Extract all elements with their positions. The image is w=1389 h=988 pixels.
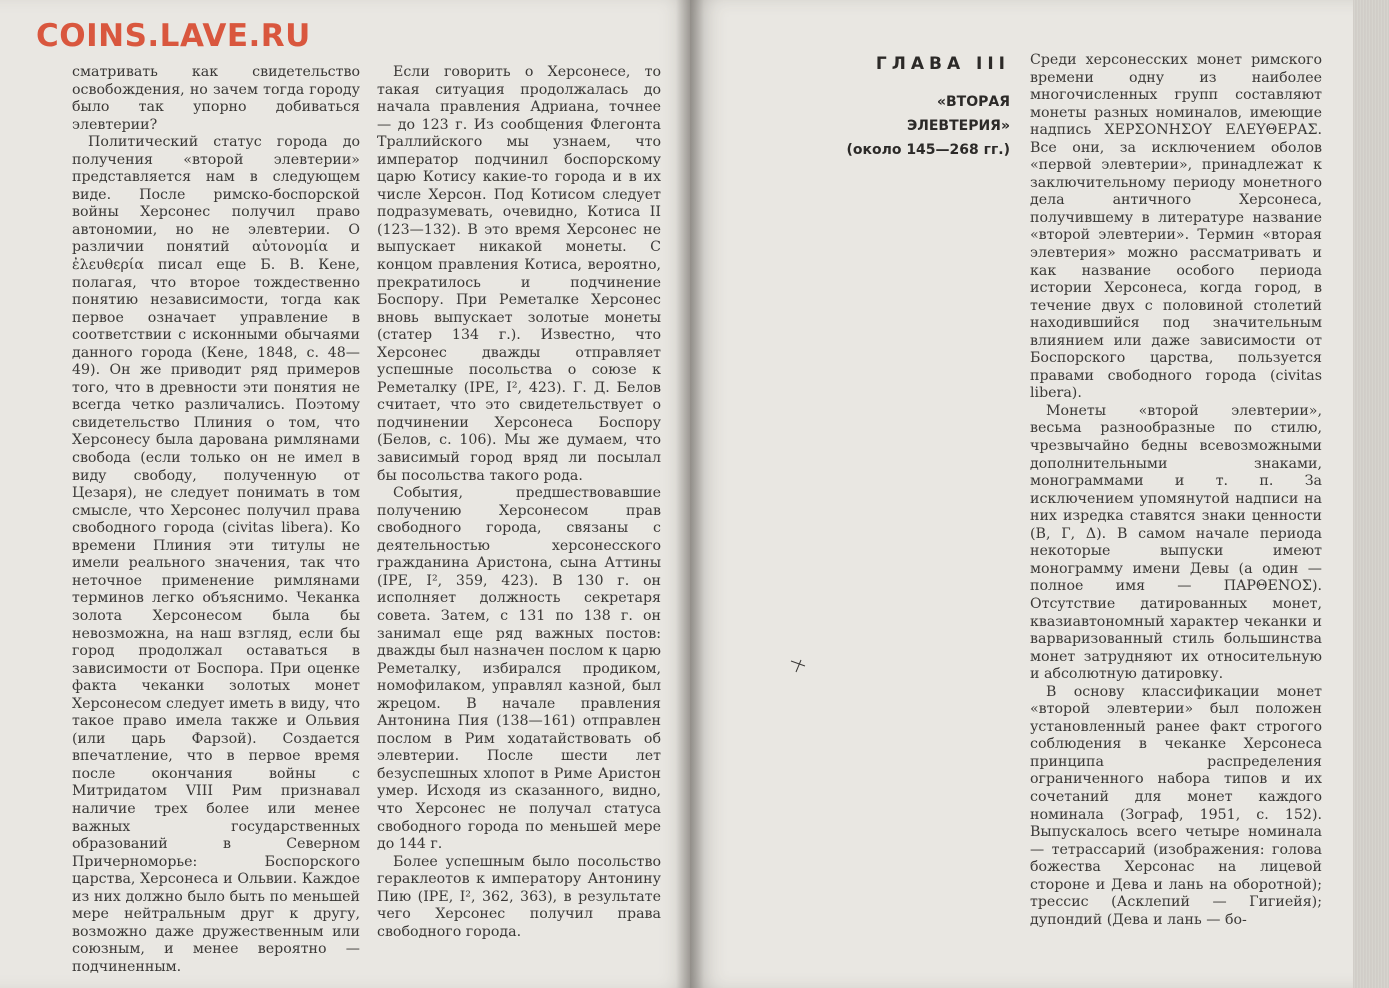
- page-edges: [1353, 0, 1389, 988]
- chapter-label: ГЛАВА III: [875, 54, 1010, 74]
- paragraph: Более успешным было посольство гераклеотов к императору Антонину Пию (IPE, I², 362, 363), в результате чего Херсонес получил права свободного города.: [377, 853, 661, 940]
- paragraph: В основу классификации монет «второй элевтерии» был положен установленный ранее факт строгого соблюдения в чеканке Херсонеса принципа распределения ограниченного набора типов и их сочетаний для монет каждого номинала (Зограф, 1951, с. 152). Выпускалось всего четыре номинала — тетрассарий (изображения: голова божества Херсонас на лицевой стороне и Дева и лань на оборотной); трессис (Асклепий — Гигиейя); дупондий (Дева и лань — бо-: [1030, 683, 1322, 928]
- chapter-title-line-2: ЭЛЕВТЕРИЯ»: [906, 118, 1010, 134]
- paragraph: События, предшествовавшие получению Херсонесом прав свободного города, связаны с деятельностью херсонесского гражданина Аристона, сына Аттины (IPE, I², 359, 423). В 130 г. он исполняет должность секретаря совета. Затем, с 131 по 138 г. он занимал еще ряд важных постов: дважды был назначен послом к царю Реметалку, избирался продиком, номофилаком, управлял казной, был жрецом. В начале правления Антонина Пия (138—161) отправлен послом в Рим ходатайствовать об элевтерии. После шести лет безуспешных хлопот в Риме Аристон умер. Исходя из сказанного, видно, что Херсонес не получал статуса свободного города по меньшей мере до 144 г.: [377, 485, 661, 853]
- text-column-3: [1030, 52, 1322, 929]
- chapter-dates: (около 145—268 гг.): [846, 142, 1010, 158]
- paragraph: Политический статус города до получения «второй элевтерии» представляется нам в следующем виде. После римско-боспорской войны Херсонес получил право автономии, но не элевтерии. О различии понятий αὐτονομία и ἐλευθερία писал еще Б. В. Кене, полагая, что второе тождественно понятию независимости, тогда как первое означает управление в соответствии с исконными обычаями данного города (Кене, 1848, с. 48—49). Он же приводит ряд примеров того, что в древности эти понятия не всегда четко различались. Поэтому свидетельство Плиния о том, что Херсонесу была дарована римлянами свобода (если только он не имел в виду свободу, полученную от Цезаря), не следует понимать в том смысле, что Херсонес получил права свободного города (civitas libera). Ко времени Плиния эти титулы не имели реального значения, так что неточное применение римлянами терминов легко объяснимо. Чеканка золота Херсонесом была бы невозможна, на наш взгляд, если бы город продолжал оставаться в зависимости от Боспора. При оценке факта чеканки золотых монет Херсонесом следует иметь в виду, что такое право имела также и Ольвия (или царь Фарзой). Создается впечатление, что в первое время после окончания войны с Митридатом VIII Рим признавал наличие трех более или менее важных государственных образований в Северном Причерноморье: Боспорского царства, Херсонеса и Ольвии. Каждое из них должно было быть по меньшей мере нейтральным друг к другу, возможно даже дружественным или союзным, и менее вероятно — подчиненным.: [72, 134, 360, 975]
- paragraph: Если говорить о Херсонесе, то такая ситуация продолжалась до начала правления Адриана, точнее — до 123 г. Из сообщения Флегонта Траллийского мы узнаем, что император подчинил боспорскому царю Котису какие-то города и в их числе Херсон. Под Котисом следует подразумевать, очевидно, Котиса II (123—132). В это время Херсонес не выпускает никакой монеты. С концом правления Котиса, вероятно, прекратилось и подчинение Боспору. При Реметалке Херсонес вновь выпускает золотые монеты (статер 134 г.). Известно, что Херсонес дважды отправляет успешные посольства о союзе к Реметалку (IPE, I², 423). Г. Д. Белов считает, что это свидетельствует о подчинении Херсонеса Боспору (Белов, с. 106). Мы же думаем, что зависимый город вряд ли посылал бы посольства такого рода.: [377, 64, 661, 484]
- paragraph: Среди херсонесских монет римского времени одну из наиболее многочисленных групп составляют монеты разных номиналов, имеющие надпись ΧΕΡΣΟΝΗΣΟΥ ΕΛΕΥΘΕΡΑΣ. Все они, за исключением оболов «первой элевтерии», принадлежат к заключительному периоду монетного дела античного Херсонеса, получившему в литературе название «второй элевтерии». Термин «вторая элевтерия» можно рассматривать и как название особого периода истории Херсонеса, когда город, в течение двух с половиной столетий находившийся под значительным влиянием или даже зависимости от Боспорского царства, пользуется правами свободного города (civitas libera).: [1030, 52, 1322, 402]
- book-gutter: [676, 0, 704, 988]
- text-column-2: [377, 64, 661, 941]
- chapter-title-line-1: «ВТОРАЯ: [936, 94, 1010, 110]
- pen-mark: [789, 657, 809, 675]
- text-column-1: [72, 64, 360, 976]
- watermark: COINS.LAVE.RU: [36, 18, 311, 54]
- paragraph: сматривать как свидетельство освобождения, но зачем тогда городу было так упорно добиваться элевтерии?: [72, 64, 360, 133]
- paragraph: Монеты «второй элевтерии», весьма разнообразные по стилю, чрезвычайно бедны всевозможными дополнительными знаками, монограммами и т. п. За исключением упомянутой надписи на них изредка ставятся знаки ценности (В, Г, Δ). В самом начале периода некоторые выпуски имеют монограмму имени Девы (а один — полное имя — ΠΑΡΘΕΝΟΣ). Отсутствие датированных монет, квазиавтономный характер чеканки и варваризованный стиль большинства монет затрудняют их относительную и абсолютную датировку.: [1030, 402, 1322, 683]
- chapter-heading: [840, 52, 1010, 162]
